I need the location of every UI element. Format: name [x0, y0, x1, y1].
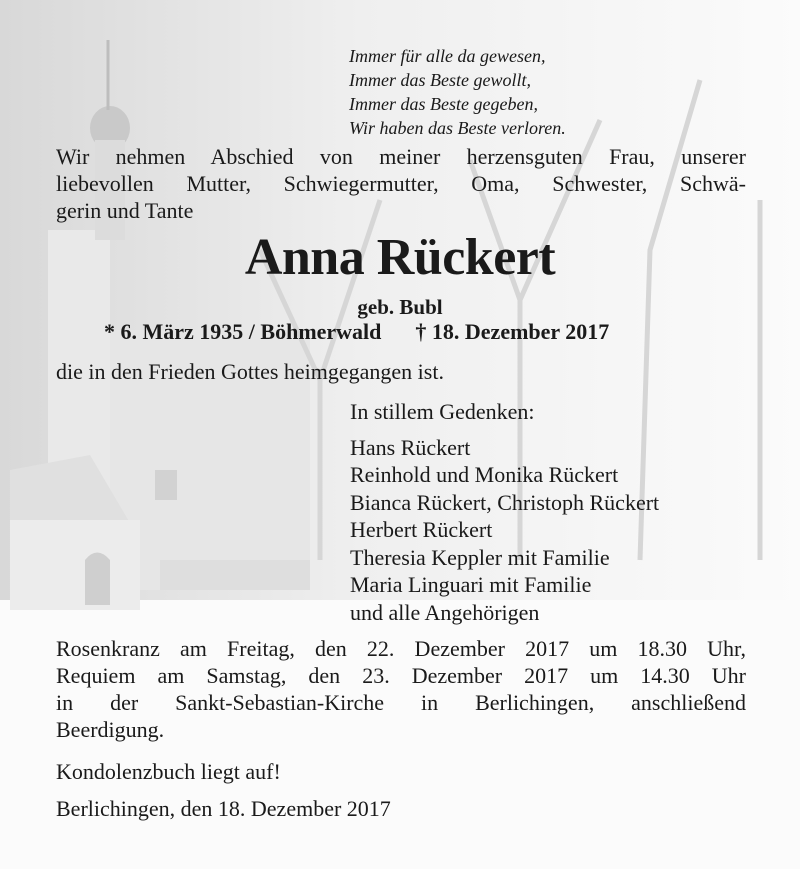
poem-line: Wir haben das Beste verloren.	[349, 118, 566, 138]
poem-line: Immer das Beste gewollt,	[349, 70, 531, 90]
service-line: Rosenkranz am Freitag, den 22. Dezember 2017 um 18.30 Uhr,	[56, 636, 746, 661]
condolence-text: Kondolenzbuch liegt auf!	[56, 759, 281, 784]
life-dates	[104, 318, 643, 346]
death-date: † 18. Dezember 2017	[415, 319, 610, 344]
intro-text	[56, 143, 746, 224]
mourner: Maria Linguari mit Familie	[350, 572, 592, 597]
intro-line: Wir nehmen Abschied von meiner herzensguten Frau, unserer	[56, 144, 746, 169]
poem-line: Immer das Beste gegeben,	[349, 94, 538, 114]
service-line: Requiem am Samstag, den 23. Dezember 2017 um 14.30 Uhr	[56, 663, 746, 688]
mourners-heading: In stillem Gedenken:	[350, 399, 535, 424]
mourner: Bianca Rückert, Christoph Rückert	[350, 489, 660, 515]
poem	[349, 44, 566, 140]
service-line: in der Sankt-Sebastian-Kirche in Berlichingen, anschließend	[56, 690, 746, 715]
mourners-list	[350, 398, 659, 626]
passed-line	[56, 358, 746, 385]
mourner: Hans Rückert	[350, 434, 471, 460]
poem-line: Immer für alle da gewesen,	[349, 46, 546, 66]
place-date	[56, 795, 746, 822]
mourner: Reinhold und Monika Rückert	[350, 462, 619, 487]
intro-line: liebevollen Mutter, Schwiegermutter, Oma, Schwester, Schwä-	[56, 171, 746, 196]
passed-text: die in den Frieden Gottes heimgegangen ist.	[56, 359, 444, 384]
deceased-name: Anna Rückert	[244, 229, 556, 286]
birth-date: * 6. März 1935 / Böhmerwald	[104, 319, 382, 344]
mourner: Herbert Rückert	[350, 517, 493, 542]
birth-name: geb. Bubl	[357, 295, 443, 319]
service-line: Beerdigung.	[56, 717, 165, 742]
place-date-text: Berlichingen, den 18. Dezember 2017	[56, 796, 391, 821]
service-info	[56, 635, 746, 743]
mourner: Theresia Keppler mit Familie	[350, 544, 610, 570]
condolence-note	[56, 758, 746, 785]
intro-line: gerin und Tante	[56, 198, 194, 223]
mourner: und alle Angehörigen	[350, 599, 540, 625]
